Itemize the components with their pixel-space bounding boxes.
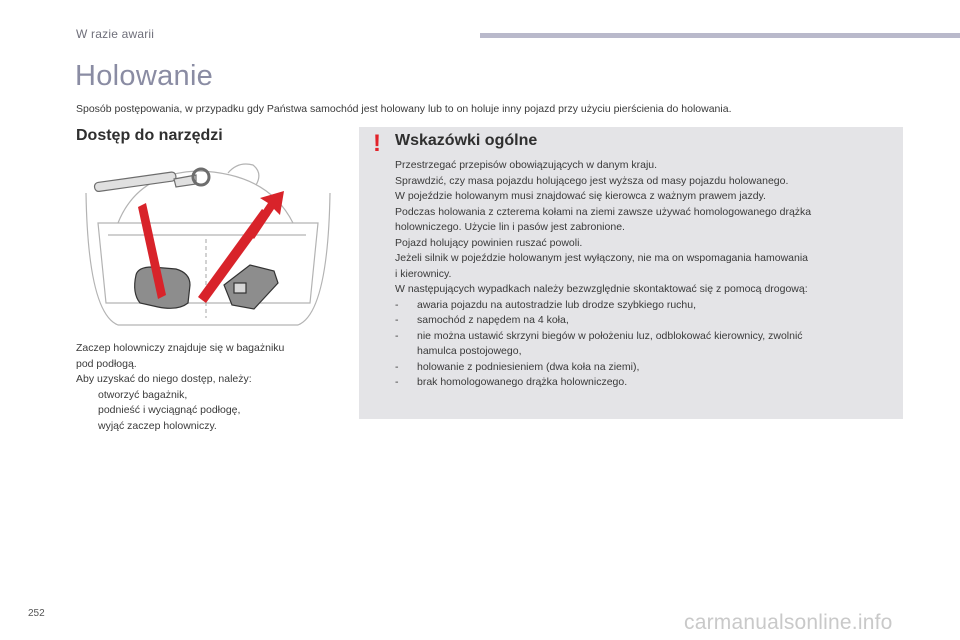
access-line: Aby uzyskać do niego dostęp, należy: [76, 373, 252, 385]
warning-line: Podczas holowania z czterema kołami na ziemi zawsze używać homologowanego drążka [395, 205, 812, 218]
dash-bullet: - [395, 329, 399, 342]
dash-bullet: - [395, 376, 399, 388]
red-arrow-3 [248, 191, 284, 239]
warning-list-text: holowanie z podniesieniem (dwa koła na ziemi), [417, 360, 640, 373]
warning-list-item [395, 298, 895, 314]
exclamation-icon: ! [373, 130, 381, 157]
warning-list-item [395, 360, 895, 376]
warning-list-item [395, 375, 895, 391]
checkbox-bullet-icon [76, 403, 98, 419]
warning-line: Przestrzegać przepisów obowiązujących w danym kraju. [395, 159, 658, 171]
intro-text: Sposób postępowania, w przypadku gdy Państwa samochód jest holowany lub to on holuje inny pojazd przy użyciu pierścienia do holowania. [76, 103, 732, 115]
access-step-text: podnieść i wyciągnąć podłogę, [98, 404, 241, 416]
warning-line: Pojazd holujący powinien ruszać powoli. [395, 236, 583, 249]
watermark: carmanualsonline.info [684, 611, 893, 634]
dash-bullet: - [395, 360, 399, 373]
seat-headrest [228, 164, 259, 185]
access-heading: Dostęp do narzędzi [76, 127, 223, 144]
warning-list-text: awaria pojazdu na autostradzie lub drodze szybkiego ruchu, [417, 298, 697, 311]
warning-list-text: brak homologowanego drążka holowniczego. [417, 376, 628, 388]
access-line: pod podłogą. [76, 357, 137, 370]
access-step [76, 419, 346, 435]
warning-list-line: nie można ustawić skrzyni biegów w położeniu luz, odblokować kierownicy, zwolnić [417, 329, 803, 342]
access-step [76, 403, 346, 419]
warning-list-line: hamulca postojowego, [417, 345, 522, 357]
checkbox-bullet-icon [76, 419, 98, 435]
checkbox-bullet-icon [76, 388, 98, 404]
warning-line: W pojeździe holowanym musi znajdować się kierowca z ważnym prawem jazdy. [395, 190, 766, 202]
warning-line: Jeżeli silnik w pojeździe holowanym jest wyłączony, nie ma on wspomagania hamowania [395, 252, 809, 264]
page-title: Holowanie [75, 60, 214, 92]
warning-line: W następujących wypadkach należy bezwzględnie skontaktować się z pomocą drogową: [395, 283, 808, 295]
access-line: Zaczep holowniczy znajduje się w bagażniku [76, 342, 285, 354]
access-text [76, 341, 346, 434]
trunk-illustration [78, 153, 336, 335]
warning-line: holowniczego. Użycie lin i pasów jest zabronione. [395, 221, 625, 233]
warning-list-text: samochód z napędem na 4 koła, [417, 314, 569, 326]
warning-line: i kierownicy. [395, 267, 452, 280]
tow-eye-tool [94, 169, 209, 192]
warning-list-item [395, 313, 895, 329]
header-bar [480, 33, 960, 38]
access-step-text: wyjąć zaczep holowniczy. [98, 419, 217, 432]
warning-heading: Wskazówki ogólne [395, 132, 538, 149]
warning-text [395, 158, 895, 391]
access-step-text: otworzyć bagażnik, [98, 388, 188, 401]
section-label: W razie awarii [76, 27, 155, 41]
warning-list-text [417, 329, 803, 360]
dash-bullet: - [395, 298, 399, 311]
warning-list-item [395, 329, 895, 360]
page-number: 252 [28, 608, 45, 619]
access-step [76, 388, 346, 404]
dash-bullet: - [395, 314, 399, 326]
warning-line: Sprawdzić, czy masa pojazdu holującego jest wyższa od masy pojazdu holowanego. [395, 174, 789, 187]
